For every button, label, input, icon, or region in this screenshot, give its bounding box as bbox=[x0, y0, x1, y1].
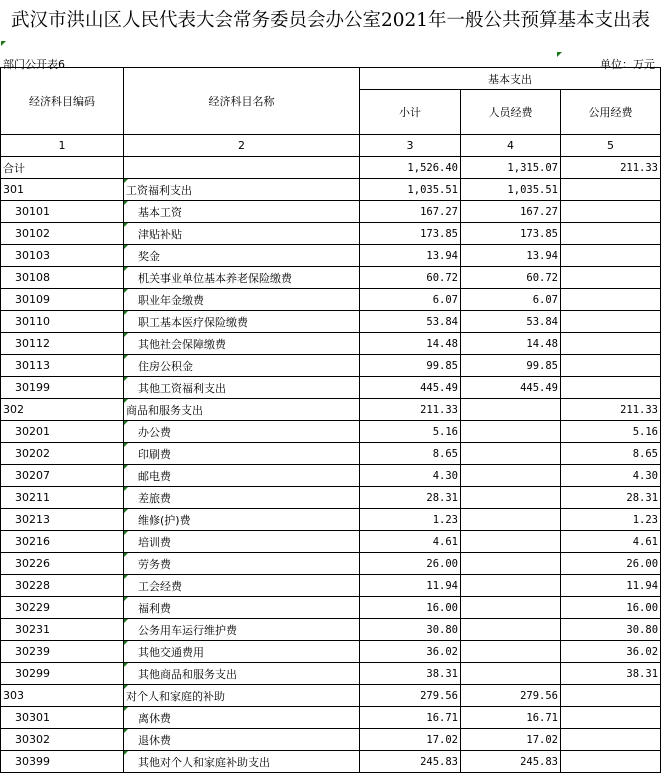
public-cell bbox=[561, 267, 661, 289]
code-cell: 301 bbox=[1, 179, 124, 201]
table-row bbox=[1, 487, 661, 509]
subtotal-cell: 17.02 bbox=[360, 729, 461, 751]
public-cell bbox=[561, 333, 661, 355]
personnel-cell: 17.02 bbox=[461, 729, 561, 751]
personnel-cell bbox=[461, 597, 561, 619]
subtotal-cell: 99.85 bbox=[360, 355, 461, 377]
personnel-cell bbox=[461, 399, 561, 421]
code-cell: 30112 bbox=[1, 333, 124, 355]
subtotal-cell: 4.30 bbox=[360, 465, 461, 487]
name-cell bbox=[124, 685, 360, 707]
subtotal-cell: 279.56 bbox=[360, 685, 461, 707]
cell-marker-icon bbox=[124, 575, 128, 579]
subtotal-cell: 14.48 bbox=[360, 333, 461, 355]
cell-marker-icon bbox=[124, 597, 128, 601]
cell-marker-icon bbox=[124, 355, 128, 359]
public-cell: 5.16 bbox=[561, 421, 661, 443]
cell-marker-icon bbox=[124, 377, 128, 381]
public-cell bbox=[561, 201, 661, 223]
cell-marker-icon bbox=[124, 201, 128, 205]
subtotal-cell: 8.65 bbox=[360, 443, 461, 465]
index-cell: 5 bbox=[561, 135, 661, 157]
subtotal-cell: 211.33 bbox=[360, 399, 461, 421]
personnel-cell: 60.72 bbox=[461, 267, 561, 289]
public-cell bbox=[561, 179, 661, 201]
personnel-cell bbox=[461, 575, 561, 597]
form-id: 部门公开表6 bbox=[3, 58, 65, 71]
cell-marker-icon bbox=[124, 509, 128, 513]
public-cell: 28.31 bbox=[561, 487, 661, 509]
code-cell: 30108 bbox=[1, 267, 124, 289]
cell-marker-icon bbox=[124, 443, 128, 447]
name-cell bbox=[124, 641, 360, 663]
table-row bbox=[1, 641, 661, 663]
cell-marker-icon bbox=[124, 421, 128, 425]
subtotal-cell: 6.07 bbox=[360, 289, 461, 311]
cell-marker-icon bbox=[124, 641, 128, 645]
personnel-cell: 16.71 bbox=[461, 707, 561, 729]
table-row bbox=[1, 223, 661, 245]
public-cell bbox=[561, 245, 661, 267]
cell-marker-icon bbox=[124, 619, 128, 623]
table-row bbox=[1, 201, 661, 223]
name-cell bbox=[124, 223, 360, 245]
public-cell bbox=[561, 685, 661, 707]
cell-marker-icon bbox=[124, 553, 128, 557]
table-row bbox=[1, 333, 661, 355]
code-cell: 30299 bbox=[1, 663, 124, 685]
personnel-cell: 13.94 bbox=[461, 245, 561, 267]
name-cell bbox=[124, 487, 360, 509]
personnel-cell: 167.27 bbox=[461, 201, 561, 223]
cell-marker-icon bbox=[124, 487, 128, 491]
subtotal-cell: 1.23 bbox=[360, 509, 461, 531]
header-name: 经济科目名称 bbox=[124, 68, 360, 135]
public-cell: 36.02 bbox=[561, 641, 661, 663]
subtotal-cell: 4.61 bbox=[360, 531, 461, 553]
name-text: 商品和服务支出 bbox=[126, 403, 203, 417]
cell-marker-icon bbox=[124, 267, 128, 271]
code-cell: 30199 bbox=[1, 377, 124, 399]
index-cell: 2 bbox=[124, 135, 360, 157]
cell-marker-icon bbox=[124, 685, 128, 689]
table-row bbox=[1, 531, 661, 553]
subtotal-cell: 245.83 bbox=[360, 751, 461, 773]
personnel-cell: 1,315.07 bbox=[461, 157, 561, 179]
table-row bbox=[1, 729, 661, 751]
index-cell: 4 bbox=[461, 135, 561, 157]
public-cell: 38.31 bbox=[561, 663, 661, 685]
code-cell: 30102 bbox=[1, 223, 124, 245]
cell-marker-icon bbox=[124, 289, 128, 293]
cell-marker-icon bbox=[1, 41, 6, 46]
name-text: 办公费 bbox=[138, 425, 171, 439]
name-cell bbox=[124, 157, 360, 179]
public-cell bbox=[561, 289, 661, 311]
name-text: 工资福利支出 bbox=[126, 183, 192, 197]
name-cell bbox=[124, 421, 360, 443]
name-text: 其他社会保障缴费 bbox=[138, 337, 226, 351]
name-cell bbox=[124, 201, 360, 223]
code-cell: 30101 bbox=[1, 201, 124, 223]
public-cell: 211.33 bbox=[561, 399, 661, 421]
public-cell bbox=[561, 377, 661, 399]
name-cell bbox=[124, 267, 360, 289]
subtotal-cell: 30.80 bbox=[360, 619, 461, 641]
subtotal-cell: 16.00 bbox=[360, 597, 461, 619]
name-text: 维修(护)费 bbox=[138, 513, 191, 527]
table-row bbox=[1, 245, 661, 267]
table-row bbox=[1, 289, 661, 311]
name-cell bbox=[124, 399, 360, 421]
name-cell bbox=[124, 531, 360, 553]
subtotal-cell: 173.85 bbox=[360, 223, 461, 245]
name-cell bbox=[124, 355, 360, 377]
name-cell bbox=[124, 289, 360, 311]
name-cell bbox=[124, 333, 360, 355]
table-row bbox=[1, 553, 661, 575]
name-cell bbox=[124, 553, 360, 575]
table-row bbox=[1, 421, 661, 443]
subtotal-cell: 13.94 bbox=[360, 245, 461, 267]
code-cell: 30239 bbox=[1, 641, 124, 663]
index-cell: 1 bbox=[1, 135, 124, 157]
name-text: 津贴补贴 bbox=[138, 227, 182, 241]
name-cell bbox=[124, 509, 360, 531]
personnel-cell bbox=[461, 553, 561, 575]
name-text: 奖金 bbox=[138, 249, 160, 263]
personnel-cell: 99.85 bbox=[461, 355, 561, 377]
subtotal-cell: 53.84 bbox=[360, 311, 461, 333]
name-cell bbox=[124, 377, 360, 399]
header-basic: 基本支出 bbox=[360, 68, 661, 90]
subtotal-cell: 5.16 bbox=[360, 421, 461, 443]
header-subtotal: 小计 bbox=[360, 90, 461, 135]
code-cell: 30229 bbox=[1, 597, 124, 619]
page-title: 武汉市洪山区人民代表大会常务委员会办公室2021年一般公共预算基本支出表 bbox=[10, 10, 651, 31]
cell-marker-icon bbox=[124, 751, 128, 755]
name-text: 基本工资 bbox=[138, 205, 182, 219]
personnel-cell: 445.49 bbox=[461, 377, 561, 399]
subtotal-cell: 1,526.40 bbox=[360, 157, 461, 179]
code-cell: 30216 bbox=[1, 531, 124, 553]
public-cell: 4.61 bbox=[561, 531, 661, 553]
subtotal-cell: 1,035.51 bbox=[360, 179, 461, 201]
table-row bbox=[1, 663, 661, 685]
subtotal-cell: 36.02 bbox=[360, 641, 461, 663]
name-cell bbox=[124, 465, 360, 487]
table-row bbox=[1, 751, 661, 773]
unit-label: 单位：万元 bbox=[600, 58, 655, 71]
subtotal-cell: 26.00 bbox=[360, 553, 461, 575]
name-text: 印刷费 bbox=[138, 447, 171, 461]
cell-marker-icon bbox=[124, 333, 128, 337]
name-cell bbox=[124, 575, 360, 597]
name-text: 其他商品和服务支出 bbox=[138, 667, 237, 681]
name-cell bbox=[124, 729, 360, 751]
public-cell: 8.65 bbox=[561, 443, 661, 465]
table-row bbox=[1, 509, 661, 531]
table-row bbox=[1, 619, 661, 641]
personnel-cell: 279.56 bbox=[461, 685, 561, 707]
name-cell bbox=[124, 707, 360, 729]
name-text: 住房公积金 bbox=[138, 359, 193, 373]
header-personnel: 人员经费 bbox=[461, 90, 561, 135]
table-row bbox=[1, 685, 661, 707]
public-cell: 4.30 bbox=[561, 465, 661, 487]
cell-marker-icon bbox=[124, 245, 128, 249]
code-cell: 30201 bbox=[1, 421, 124, 443]
name-text: 其他对个人和家庭补助支出 bbox=[138, 755, 270, 769]
personnel-cell: 14.48 bbox=[461, 333, 561, 355]
table-row bbox=[1, 377, 661, 399]
name-cell bbox=[124, 663, 360, 685]
name-text: 机关事业单位基本养老保险缴费 bbox=[138, 271, 292, 285]
public-cell bbox=[561, 311, 661, 333]
name-text: 公务用车运行维护费 bbox=[138, 623, 237, 637]
table-row bbox=[1, 399, 661, 421]
name-text: 差旅费 bbox=[138, 491, 171, 505]
public-cell: 30.80 bbox=[561, 619, 661, 641]
cell-marker-icon bbox=[124, 663, 128, 667]
name-cell bbox=[124, 311, 360, 333]
code-cell: 30207 bbox=[1, 465, 124, 487]
subtotal-cell: 167.27 bbox=[360, 201, 461, 223]
name-text: 培训费 bbox=[138, 535, 171, 549]
public-cell bbox=[561, 707, 661, 729]
personnel-cell bbox=[461, 509, 561, 531]
table-row bbox=[1, 707, 661, 729]
table-row bbox=[1, 267, 661, 289]
personnel-cell bbox=[461, 465, 561, 487]
subtotal-cell: 28.31 bbox=[360, 487, 461, 509]
public-cell: 16.00 bbox=[561, 597, 661, 619]
subtotal-cell: 16.71 bbox=[360, 707, 461, 729]
table-row bbox=[1, 179, 661, 201]
personnel-cell: 245.83 bbox=[461, 751, 561, 773]
personnel-cell: 173.85 bbox=[461, 223, 561, 245]
cell-marker-icon bbox=[124, 465, 128, 469]
code-cell: 30211 bbox=[1, 487, 124, 509]
cell-marker-icon bbox=[124, 311, 128, 315]
code-cell: 30202 bbox=[1, 443, 124, 465]
name-cell bbox=[124, 751, 360, 773]
public-cell: 26.00 bbox=[561, 553, 661, 575]
personnel-cell bbox=[461, 641, 561, 663]
code-cell: 30231 bbox=[1, 619, 124, 641]
public-cell bbox=[561, 751, 661, 773]
name-text: 对个人和家庭的补助 bbox=[126, 689, 225, 703]
subtotal-cell: 60.72 bbox=[360, 267, 461, 289]
name-cell bbox=[124, 597, 360, 619]
personnel-cell bbox=[461, 663, 561, 685]
public-cell bbox=[561, 355, 661, 377]
name-text: 邮电费 bbox=[138, 469, 171, 483]
code-cell: 30228 bbox=[1, 575, 124, 597]
public-cell bbox=[561, 223, 661, 245]
personnel-cell: 6.07 bbox=[461, 289, 561, 311]
name-text: 劳务费 bbox=[138, 557, 171, 571]
public-cell: 1.23 bbox=[561, 509, 661, 531]
code-cell: 30226 bbox=[1, 553, 124, 575]
personnel-cell: 53.84 bbox=[461, 311, 561, 333]
name-text: 职业年金缴费 bbox=[138, 293, 204, 307]
cell-marker-icon bbox=[124, 729, 128, 733]
table-row bbox=[1, 355, 661, 377]
public-cell: 211.33 bbox=[561, 157, 661, 179]
cell-marker-icon bbox=[124, 707, 128, 711]
code-cell: 合计 bbox=[1, 157, 124, 179]
subtotal-cell: 445.49 bbox=[360, 377, 461, 399]
public-cell: 11.94 bbox=[561, 575, 661, 597]
name-cell bbox=[124, 619, 360, 641]
public-cell bbox=[561, 729, 661, 751]
name-text: 福利费 bbox=[138, 601, 171, 615]
name-cell bbox=[124, 179, 360, 201]
personnel-cell bbox=[461, 421, 561, 443]
name-cell bbox=[124, 245, 360, 267]
table-row bbox=[1, 465, 661, 487]
cell-marker-icon bbox=[124, 399, 128, 403]
table-row bbox=[1, 575, 661, 597]
table-row bbox=[1, 157, 661, 179]
code-cell: 30302 bbox=[1, 729, 124, 751]
personnel-cell bbox=[461, 619, 561, 641]
subtotal-cell: 38.31 bbox=[360, 663, 461, 685]
cell-marker-icon bbox=[557, 52, 562, 57]
name-text: 其他交通费用 bbox=[138, 645, 204, 659]
code-cell: 302 bbox=[1, 399, 124, 421]
header-public: 公用经费 bbox=[561, 90, 661, 135]
name-text: 其他工资福利支出 bbox=[138, 381, 226, 395]
name-text: 离休费 bbox=[138, 711, 171, 725]
budget-table bbox=[0, 67, 661, 773]
name-cell bbox=[124, 443, 360, 465]
table-row bbox=[1, 311, 661, 333]
code-cell: 30110 bbox=[1, 311, 124, 333]
cell-marker-icon bbox=[124, 223, 128, 227]
personnel-cell bbox=[461, 487, 561, 509]
code-cell: 30213 bbox=[1, 509, 124, 531]
cell-marker-icon bbox=[124, 179, 128, 183]
code-cell: 30399 bbox=[1, 751, 124, 773]
name-text: 工会经费 bbox=[138, 579, 182, 593]
code-cell: 30113 bbox=[1, 355, 124, 377]
personnel-cell bbox=[461, 531, 561, 553]
index-cell: 3 bbox=[360, 135, 461, 157]
code-cell: 30109 bbox=[1, 289, 124, 311]
personnel-cell bbox=[461, 443, 561, 465]
table-row bbox=[1, 597, 661, 619]
table-row bbox=[1, 443, 661, 465]
header-code: 经济科目编码 bbox=[1, 68, 124, 135]
code-cell: 303 bbox=[1, 685, 124, 707]
cell-marker-icon bbox=[124, 531, 128, 535]
code-cell: 30301 bbox=[1, 707, 124, 729]
name-text: 职工基本医疗保险缴费 bbox=[138, 315, 248, 329]
name-text: 退休费 bbox=[138, 733, 171, 747]
subtotal-cell: 11.94 bbox=[360, 575, 461, 597]
personnel-cell: 1,035.51 bbox=[461, 179, 561, 201]
code-cell: 30103 bbox=[1, 245, 124, 267]
